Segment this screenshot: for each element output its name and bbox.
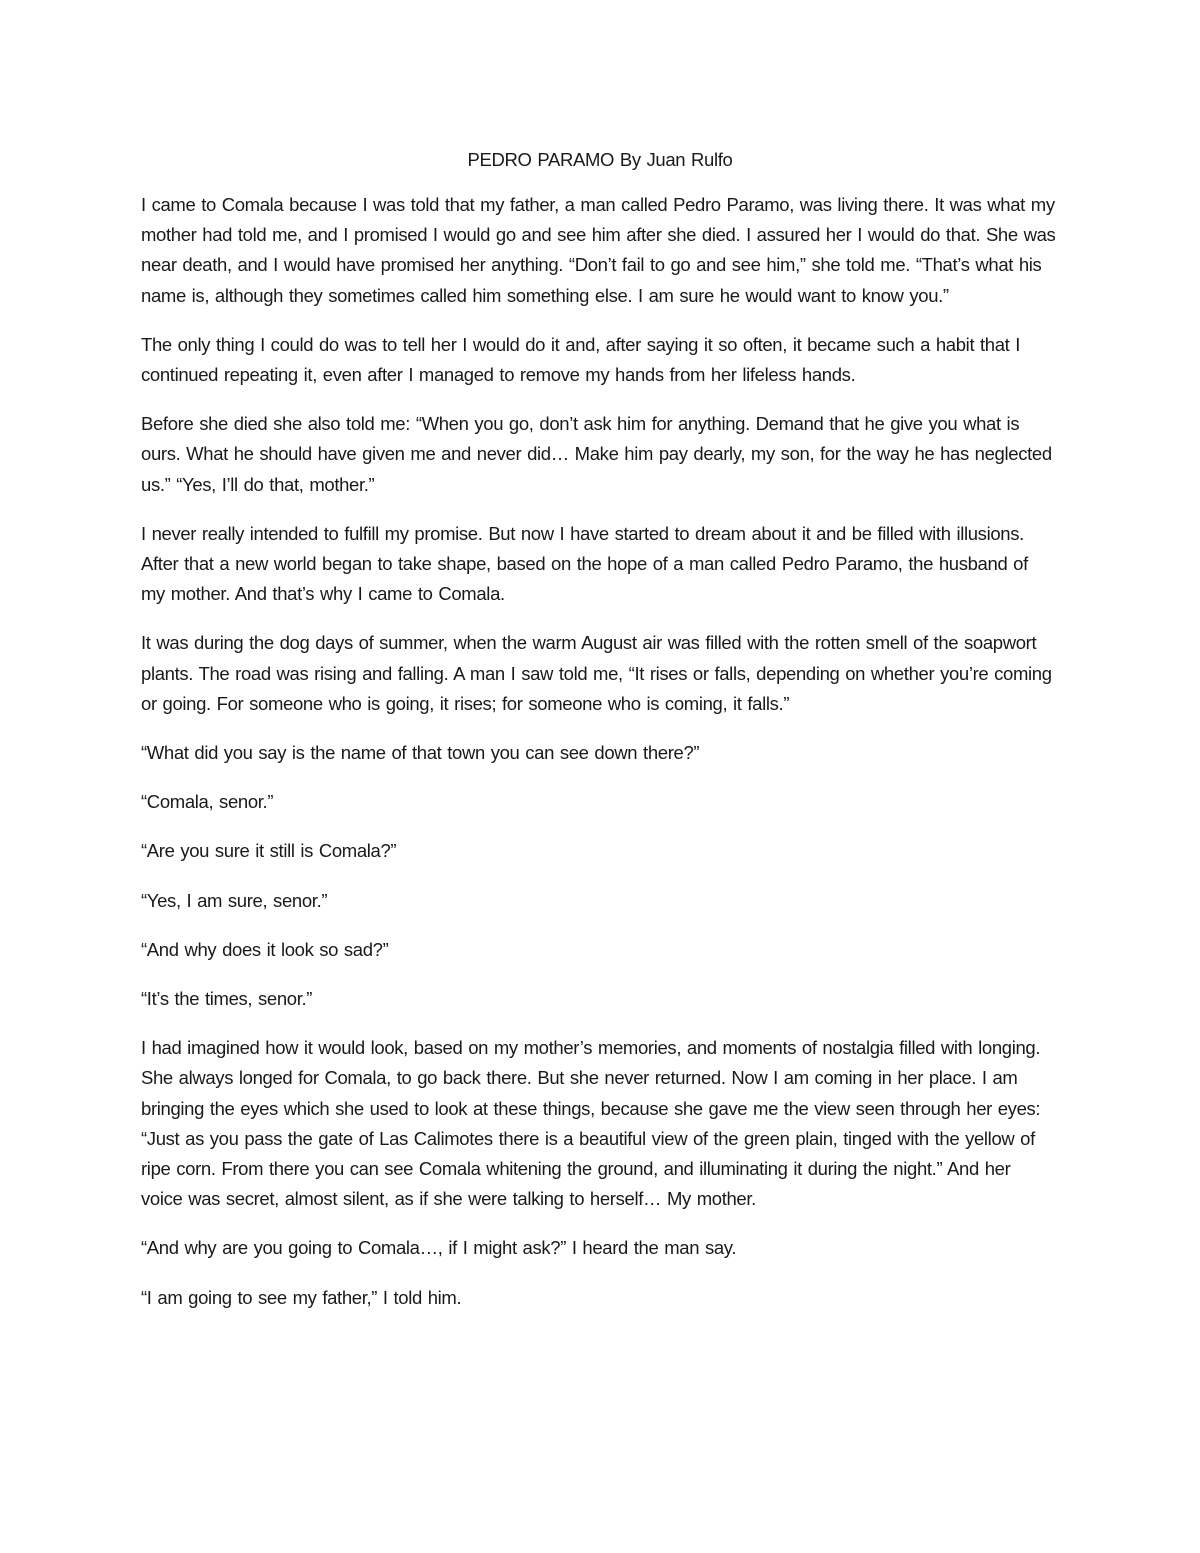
paragraph: I came to Comala because I was told that my father, a man called Pedro Paramo, was living there. It was what my mother had told me, and I promised I would go and see him after she died. I assured her I would do that. She was near death, and I would have promised her anything. “Don’t fail to go and see him,” she told me. “That’s what his name is, although they sometimes called him something else. I am sure he would want to know you.” bbox=[141, 194, 1056, 306]
paragraph: “Yes, I am sure, senor.” bbox=[141, 889, 328, 911]
paragraph: I never really intended to fulfill my promise. But now I have started to dream about it and be filled with illusions. After that a new world began to take shape, based on the hope of a man called Pedro Paramo, the husband of my mother. And that’s why I came to Comala. bbox=[141, 522, 1028, 605]
document-body bbox=[141, 190, 1056, 1332]
paragraph: Before she died she also told me: “When you go, don’t ask him for anything. Demand that he give you what is ours. What he should have given me and never did… Make him pay dearly, my son, for the way he has neglected us.” “Yes, I’ll do that, mother.” bbox=[141, 413, 1052, 495]
document-title: PEDRO PARAMO By Juan Rulfo bbox=[467, 149, 733, 170]
paragraph: “Comala, senor.” bbox=[141, 791, 274, 813]
paragraph: “It’s the times, senor.” bbox=[141, 988, 313, 1010]
paragraph: The only thing I could do was to tell her I would do it and, after saying it so often, it became such a habit that I continued repeating it, even after I managed to remove my hands from her lifeless hands. bbox=[141, 333, 1021, 386]
paragraph: “And why are you going to Comala…, if I might ask?” I heard the man say. bbox=[141, 1237, 737, 1259]
paragraph: “Are you sure it still is Comala?” bbox=[141, 840, 397, 862]
paragraph: “What did you say is the name of that town you can see down there?” bbox=[141, 742, 700, 764]
paragraph: “And why does it look so sad?” bbox=[141, 938, 389, 960]
paragraph: “I am going to see my father,” I told him. bbox=[141, 1286, 462, 1308]
paragraph: It was during the dog days of summer, when the warm August air was filled with the rotten smell of the soapwort plants. The road was rising and falling. A man I saw told me, “It rises or falls, depending on whether you’re coming or going. For someone who is going, it rises; for someone who is coming, it falls.” bbox=[141, 632, 1052, 714]
paragraph: I had imagined how it would look, based on my mother’s memories, and moments of nostalgia filled with longing. She always longed for Comala, to go back there. But she never returned. Now I am coming in her place. I am bringing the eyes which she used to look at these things, because she gave me the view seen through her eyes: “Just as you pass the gate of Las Calimotes there is a beautiful view of the green plain, tinged with the yellow of ripe corn. From there you can see Comala whitening the ground, and illuminating it during the night.” And her voice was secret, almost silent, as if she were talking to herself… My mother. bbox=[141, 1037, 1041, 1210]
